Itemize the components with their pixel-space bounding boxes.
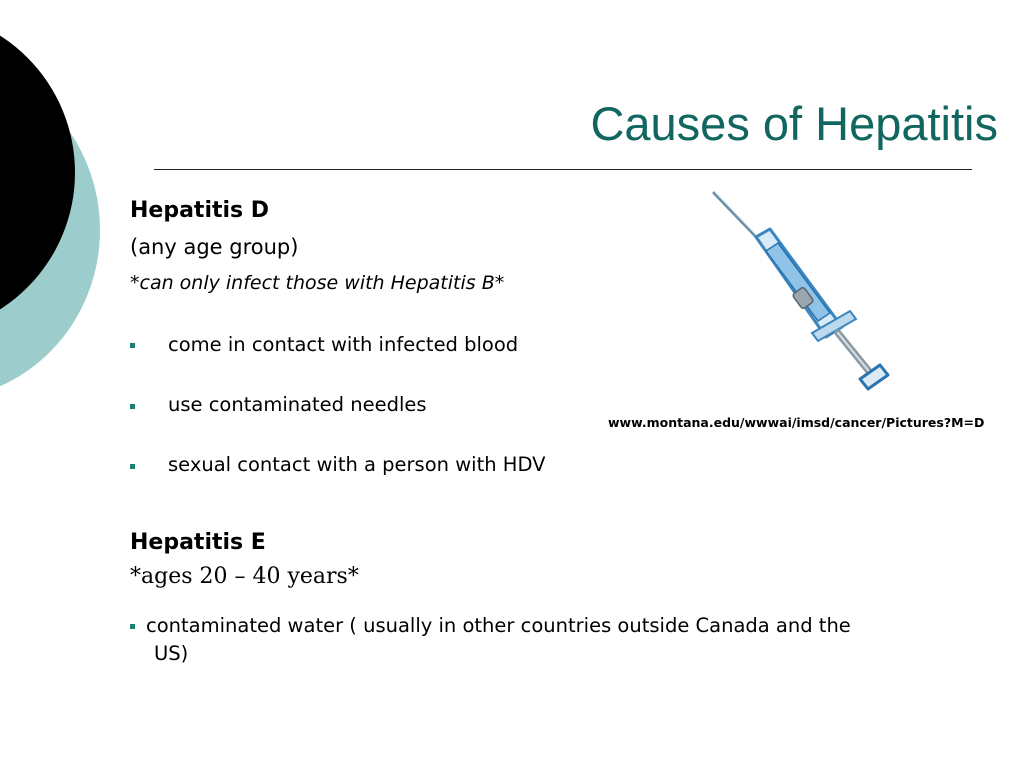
bullet-marker xyxy=(130,343,135,348)
image-source-url: www.montana.edu/wwwai/imsd/cancer/Pictures?M=D xyxy=(608,415,985,430)
hepatitis-e-heading: Hepatitis E xyxy=(130,530,266,555)
hepatitis-d-heading: Hepatitis D xyxy=(130,198,270,223)
hepatitis-d-bullet-2: use contaminated needles xyxy=(168,393,427,416)
slide-title: Causes of Hepatitis xyxy=(590,97,998,150)
syringe-icon xyxy=(700,185,900,395)
hepatitis-e-bullet-1-text: contaminated water ( usually in other countries outside Canada and the US) xyxy=(146,614,851,665)
bullet-marker xyxy=(130,464,135,469)
hepatitis-d-bullet-3: sexual contact with a person with HDV xyxy=(168,453,546,476)
bullet-marker xyxy=(130,404,135,409)
hepatitis-e-age-group: *ages 20 – 40 years* xyxy=(130,564,359,589)
hepatitis-e-bullet-1 xyxy=(146,612,886,668)
hepatitis-d-note: *can only infect those with Hepatitis B* xyxy=(130,272,505,294)
hepatitis-d-bullet-1: come in contact with infected blood xyxy=(168,333,519,356)
syringe-needle xyxy=(714,192,762,243)
bullet-marker xyxy=(130,624,135,629)
syringe-barrel xyxy=(756,229,842,337)
syringe-plunger xyxy=(838,333,888,389)
title-divider xyxy=(154,169,972,170)
hepatitis-d-age-group: (any age group) xyxy=(130,235,299,259)
